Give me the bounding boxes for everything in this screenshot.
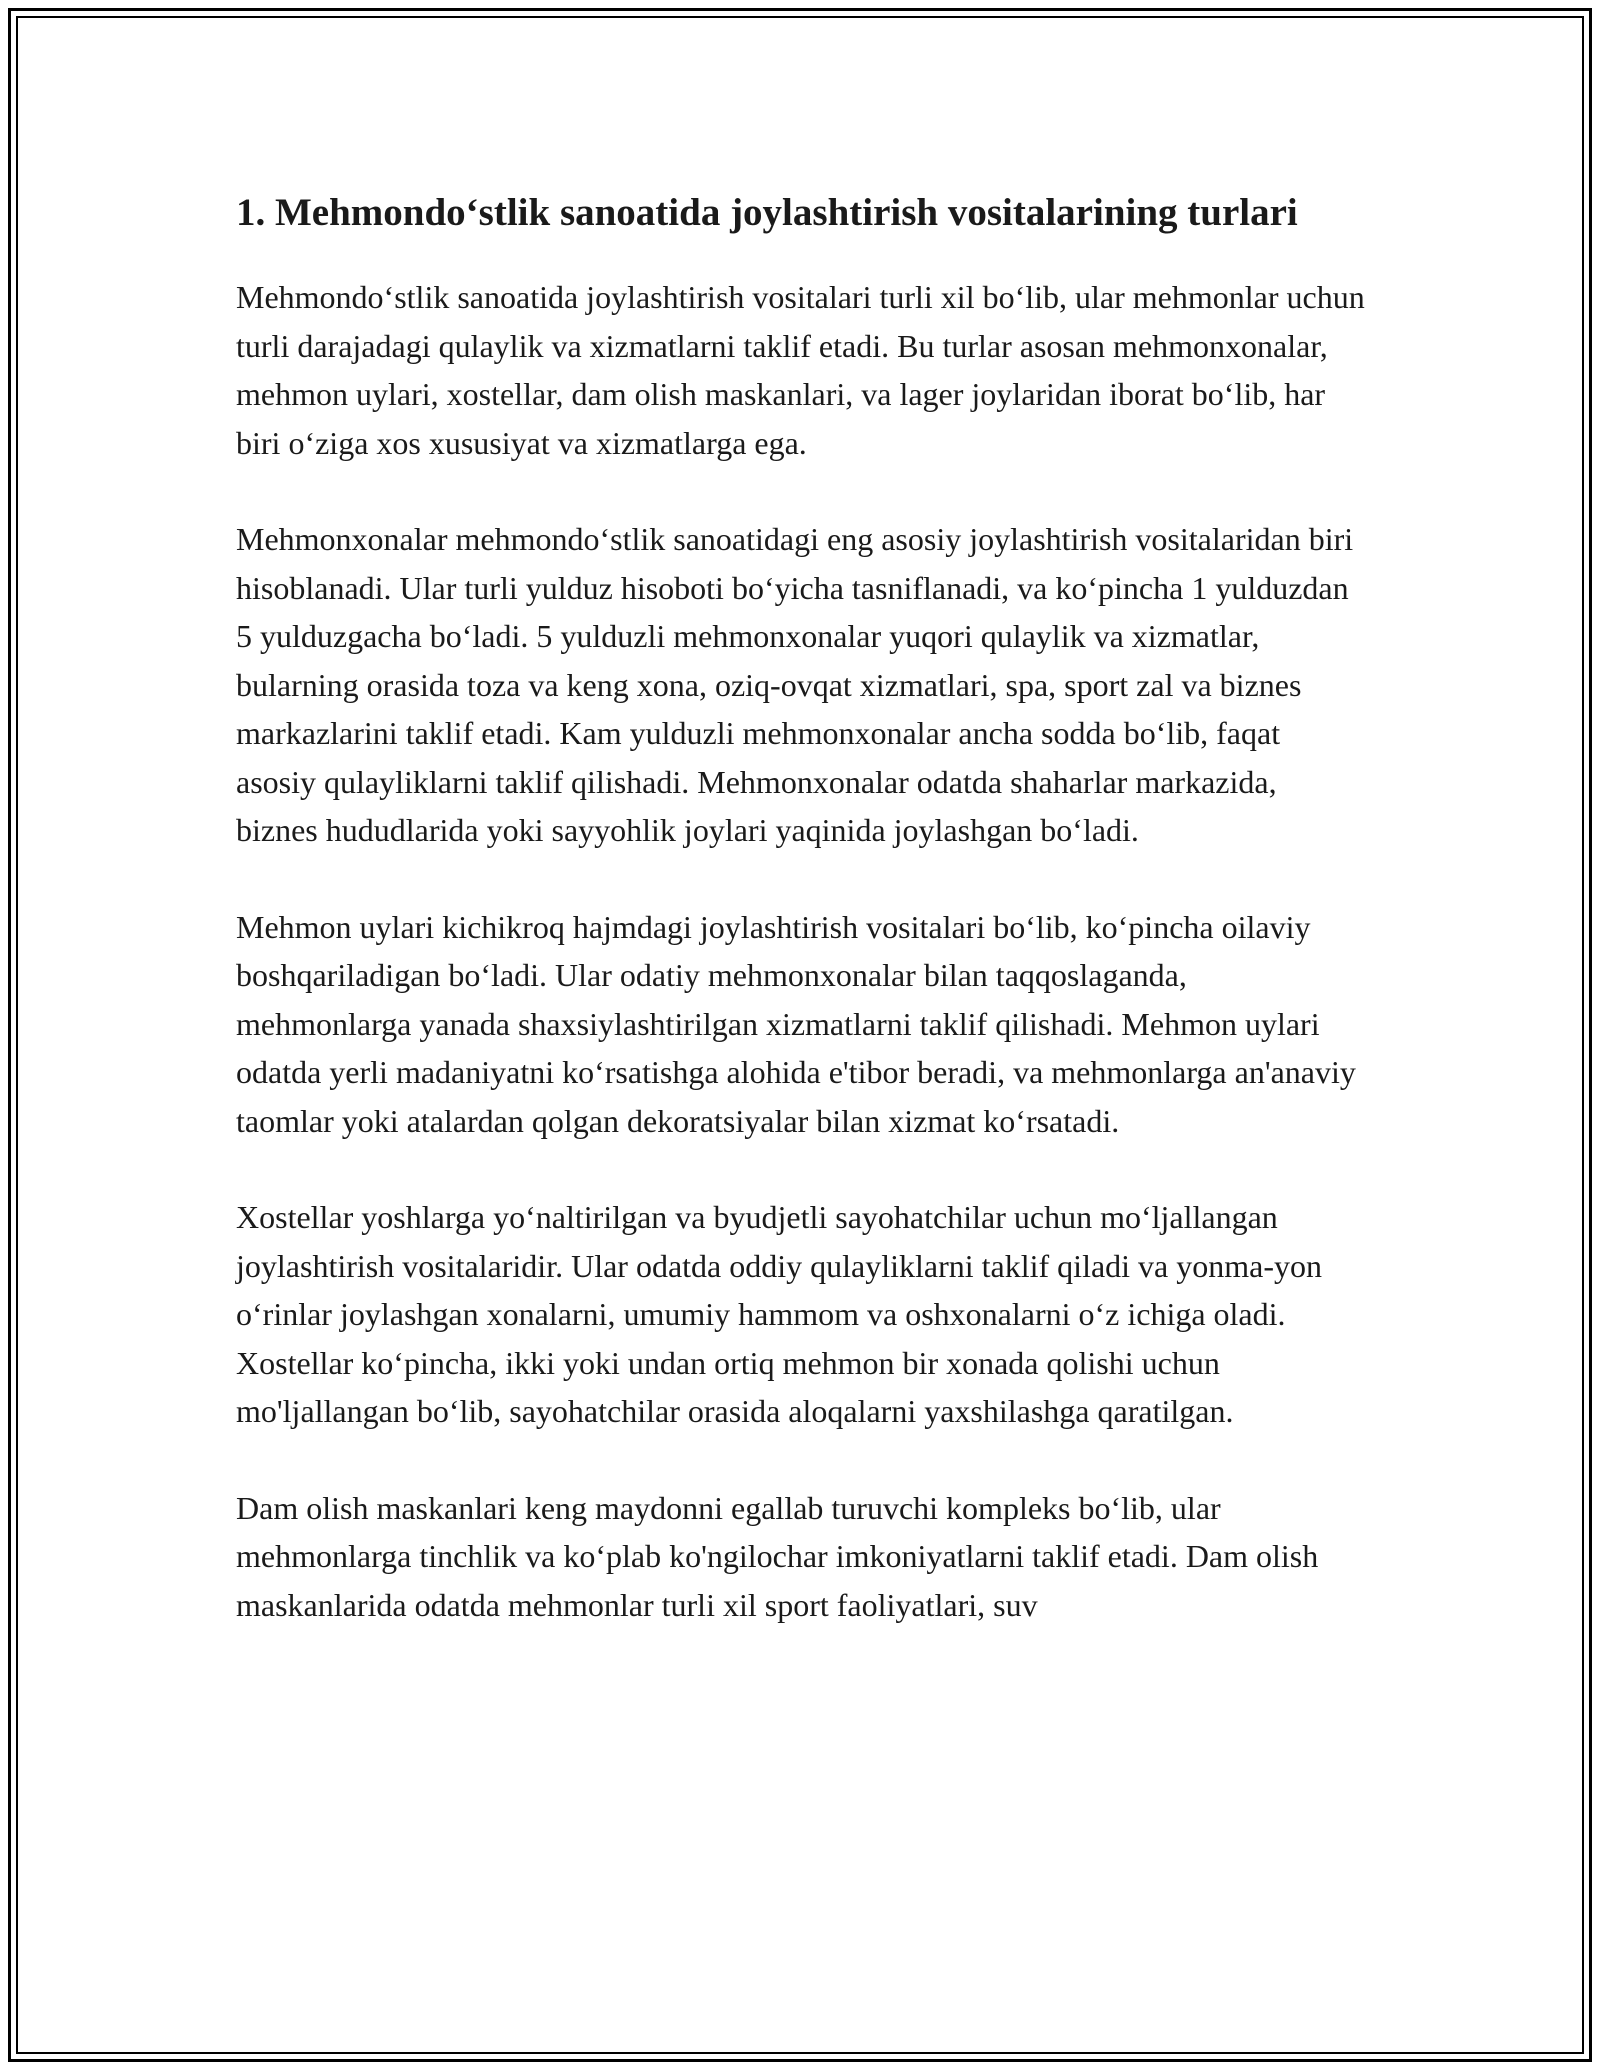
paragraph-intro: Mehmondo‘stlik sanoatida joylashtirish vositalari turli xil bo‘lib, ular mehmonlar uchun turli darajadagi qulaylik va xizmatlarni taklif etadi. Bu turlar asosan mehmonxonalar, mehmon uylari, xostellar, dam olish maskanlari, va lager joylaridan iborat bo‘lib, har biri o‘ziga xos xususiyat va xizmatlarga ega. bbox=[236, 279, 1365, 461]
document-body bbox=[236, 185, 1366, 1677]
paragraph-guest-houses: Mehmon uylari kichikroq hajmdagi joylashtirish vositalari bo‘lib, ko‘pincha oilaviy boshqariladigan bo‘ladi. Ular odatiy mehmonxonalar bilan taqqoslaganda, mehmonlarga yanada shaxsiylashtirilgan xizmatlarni taklif qilishadi. Mehmon uylari odatda yerli madaniyatni ko‘rsatishga alohida e'tibor beradi, va mehmonlarga an'anaviy taomlar yoki atalardan qolgan dekoratsiyalar bilan xizmat ko‘rsatadi. bbox=[236, 908, 1356, 1139]
section-heading: 1. Mehmondo‘stlik sanoatida joylashtirish vositalarining turlari bbox=[236, 191, 1298, 234]
paragraph-hostels: Xostellar yoshlarga yo‘naltirilgan va byudjetli sayohatchilar uchun mo‘ljallangan joylashtirish vositalaridir. Ular odatda oddiy qulayliklarni taklif qiladi va yonma-yon o‘rinlar joylashgan xonalarni, umumiy hammom va oshxonalarni o‘z ichiga oladi. Xostellar ko‘pincha, ikki yoki undan ortiq mehmon bir xonada qolishi uchun mo'ljallangan bo‘lib, sayohatchilar orasida aloqalarni yaxshilashga qaratilgan. bbox=[236, 1199, 1322, 1429]
paragraph-resorts: Dam olish maskanlari keng maydonni egallab turuvchi kompleks bo‘lib, ular mehmonlarga tinchlik va ko‘plab ko'ngilochar imkoniyatlarni taklif etadi. Dam olish maskanlarida odatda mehmonlar turli xil sport faoliyatlari, suv bbox=[236, 1489, 1319, 1623]
paragraph-hotels: Mehmonxonalar mehmondo‘stlik sanoatidagi eng asosiy joylashtirish vositalaridan biri hisoblanadi. Ular turli yulduz hisoboti bo‘yicha tasniflanadi, va ko‘pincha 1 yulduzdan 5 yulduzgacha bo‘ladi. 5 yulduzli mehmonxonalar yuqori qulaylik va xizmatlar, bularning orasida toza va keng xona, oziq-ovqat xizmatlari, spa, sport zal va biznes markazlarini taklif etadi. Kam yulduzli mehmonxonalar ancha sodda bo‘lib, faqat asosiy qulayliklarni taklif qilishadi. Mehmonxonalar odatda shaharlar markazida, biznes hududlarida yoki sayyohlik joylari yaqinida joylashgan bo‘ladi. bbox=[236, 521, 1354, 848]
